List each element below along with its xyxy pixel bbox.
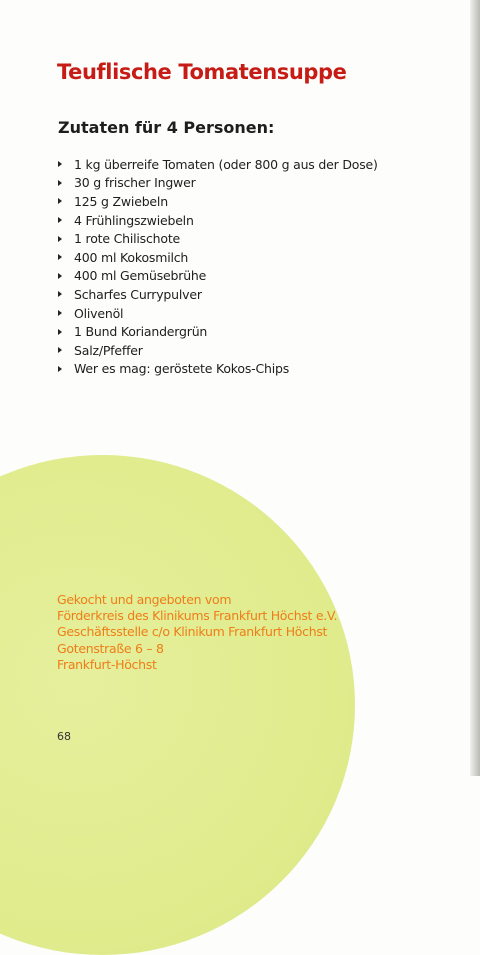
list-item [58, 192, 378, 211]
ingredient-text: 4 Frühlingszwiebeln [74, 212, 194, 228]
ingredient-text: 30 g frischer Ingwer [74, 175, 196, 191]
bullet-icon [58, 291, 62, 297]
credits-line: Gotenstraße 6 – 8 [57, 640, 164, 656]
list-item [58, 304, 378, 323]
credits-line: Förderkreis des Klinikums Frankfurt Höchst e.V. [57, 608, 338, 624]
list-item [58, 248, 378, 267]
page-title: Teuflische Tomatensuppe [57, 60, 347, 84]
credits-line: Gekocht und angeboten vom [57, 592, 232, 607]
credits-line: Frankfurt-Höchst [57, 656, 157, 672]
ingredient-text: 400 ml Kokosmilch [74, 249, 189, 265]
bullet-icon [58, 236, 62, 242]
page-edge [470, 0, 480, 776]
list-item [58, 341, 378, 360]
ingredient-text: Wer es mag: geröstete Kokos-Chips [74, 361, 290, 377]
list-item [58, 360, 378, 379]
ingredient-text: Scharfes Currypulver [74, 286, 202, 302]
bullet-icon [58, 329, 62, 335]
list-item [58, 229, 378, 248]
bullet-icon [58, 254, 62, 260]
ingredient-text: 1 Bund Koriandergrün [74, 324, 208, 340]
decorative-circle [0, 455, 355, 955]
bullet-icon [58, 366, 62, 372]
bullet-icon [58, 347, 62, 353]
list-item [58, 174, 378, 193]
ingredient-text: 1 rote Chilischote [74, 231, 181, 247]
ingredient-list [58, 155, 378, 378]
bullet-icon [58, 198, 62, 204]
bullet-icon [58, 273, 62, 279]
ingredient-text: 1 kg überreife Tomaten (oder 800 g aus der Dose) [74, 156, 378, 172]
ingredients-heading: Zutaten für 4 Personen: [58, 118, 275, 137]
bullet-icon [58, 217, 62, 223]
list-item [58, 211, 378, 230]
bullet-icon [58, 310, 62, 316]
ingredient-text: Olivenöl [74, 305, 124, 321]
credits-block [57, 592, 337, 673]
page-number: 68 [57, 730, 71, 743]
bullet-icon [58, 180, 62, 186]
ingredient-text: Salz/Pfeffer [74, 342, 143, 358]
list-item [58, 267, 378, 286]
list-item [58, 285, 378, 304]
list-item [58, 155, 378, 174]
ingredient-text: 125 g Zwiebeln [74, 193, 168, 209]
list-item [58, 322, 378, 341]
credits-line: Geschäftsstelle c/o Klinikum Frankfurt Höchst [57, 624, 328, 640]
bullet-icon [58, 161, 62, 167]
ingredient-text: 400 ml Gemüsebrühe [74, 268, 207, 284]
